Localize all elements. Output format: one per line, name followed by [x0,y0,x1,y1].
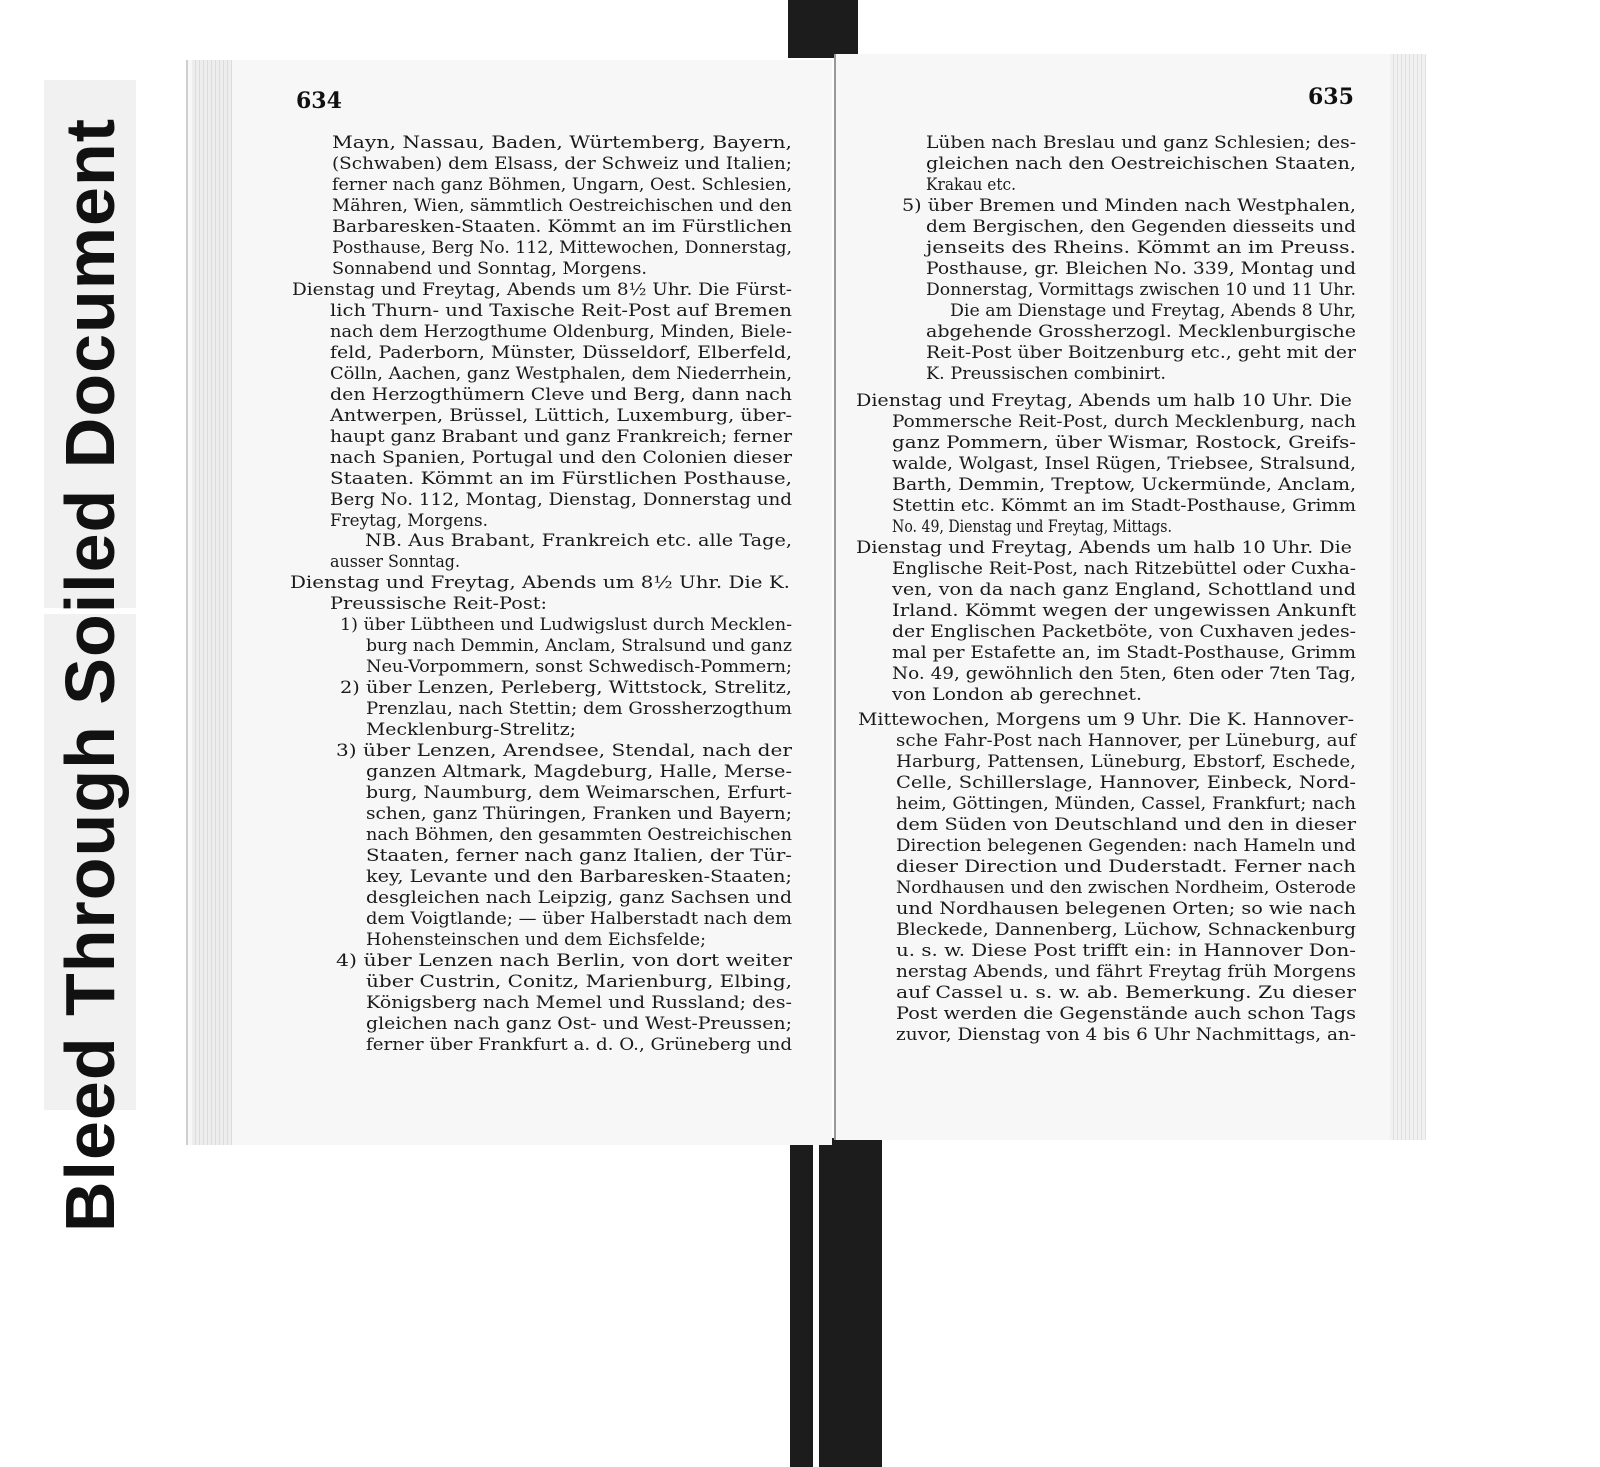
left-line: feld, Paderborn, Münster, Düsseldorf, Elberfeld, [330,343,792,363]
right-line: 5) über Bremen und Minden nach Westphalen, [902,196,1356,216]
watermark-banner [44,80,136,1233]
right-line: heim, Göttingen, Münden, Cassel, Frankfurt; nach [896,794,1356,814]
right-line: sche Fahr-Post nach Hannover, per Lüneburg, auf [896,731,1356,751]
left-line: Barbaresken-Staaten. Kömmt an im Fürstlichen [332,217,792,237]
right-line: mal per Estafette an, im Stadt-Posthause, Grimm [892,643,1356,663]
left-line: gleichen nach ganz Ost- und West-Preussen; [366,1014,792,1034]
left-line: schen, ganz Thüringen, Franken und Bayern; [366,804,792,824]
right-line: Die am Dienstage und Freytag, Abends 8 Uhr, [950,301,1356,321]
left-line: Prenzlau, nach Stettin; dem Grossherzogthum [366,699,792,719]
right-line: dieser Direction und Duderstadt. Ferner nach [896,857,1356,877]
right-line: Nordhausen und den zwischen Nordheim, Osterode [896,878,1356,898]
right-line: und Nordhausen belegenen Orten; so wie nach [896,899,1356,919]
left-line: desgleichen nach Leipzig, ganz Sachsen und [366,888,792,908]
left-line: 3) über Lenzen, Arendsee, Stendal, nach der [336,741,792,761]
left-line: Dienstag und Freytag, Abends um 8½ Uhr. Die Fürst- [292,280,792,300]
right-line: Reit-Post über Boitzenburg etc., geht mit der [926,343,1356,363]
left-line: den Herzogthümern Cleve und Berg, dann nach [330,385,792,405]
right-line: u. s. w. Diese Post trifft ein: in Hannover Don- [896,941,1356,961]
right-line: ganz Pommern, über Wismar, Rostock, Greifs- [892,433,1356,453]
left-line: Mecklenburg-Strelitz; [366,720,576,740]
right-line: gleichen nach den Oestreichischen Staaten, [926,154,1356,174]
right-line: walde, Wolgast, Insel Rügen, Triebsee, Stralsund, [892,454,1356,474]
right-line: dem Süden von Deutschland und den in dieser [896,815,1356,835]
right-line: zuvor, Dienstag von 4 bis 6 Uhr Nachmittags, an- [896,1025,1356,1045]
right-line: Mittewochen, Morgens um 9 Uhr. Die K. Hannover- [858,710,1354,730]
left-line: Antwerpen, Brüssel, Lüttich, Luxemburg, über- [330,406,792,426]
left-line: Freytag, Morgens. [330,511,488,531]
left-line: Neu-Vorpommern, sonst Schwedisch-Pommern; [366,657,792,677]
right-line: der Englischen Packetböte, von Cuxhaven jedes- [892,622,1356,642]
right-line: jenseits des Rheins. Kömmt an im Preuss. [926,238,1356,258]
right-line: Irland. Kömmt wegen der ungewissen Ankunft [892,601,1356,621]
right-line: Krakau etc. [926,175,1016,195]
right-line: Donnerstag, Vormittags zwischen 10 und 11 Uhr. [926,280,1356,300]
left-line: Staaten. Kömmt an im Fürstlichen Posthause, [330,469,792,489]
left-line: 2) über Lenzen, Perleberg, Wittstock, Strelitz, [340,678,792,698]
right-line: Stettin etc. Kömmt an im Stadt-Posthause, Grimm [892,496,1356,516]
left-line: dem Voigtlande; — über Halberstadt nach dem [366,909,792,929]
left-line: Hohensteinschen und dem Eichsfelde; [366,930,706,950]
left-line: Mayn, Nassau, Baden, Würtemberg, Bayern, [332,133,792,153]
right-line: ven, von da nach ganz England, Schottland und [892,580,1356,600]
left-line: Staaten, ferner nach ganz Italien, der Tür- [366,846,792,866]
left-line: nach Spanien, Portugal und den Colonien dieser [330,448,792,468]
left-line: Berg No. 112, Montag, Dienstag, Donnerstag und [330,490,792,510]
right-line: Direction belegenen Gegenden: nach Hameln und [896,836,1356,856]
right-line: auf Cassel u. s. w. ab. Bemerkung. Zu dieser [896,983,1356,1003]
right-line: Dienstag und Freytag, Abends um halb 10 Uhr. Die [856,391,1352,411]
right-line: Pommersche Reit-Post, durch Mecklenburg, nach [892,412,1356,432]
left-line: Cölln, Aachen, ganz Westphalen, dem Niederrhein, [330,364,792,384]
left-line: burg nach Demmin, Anclam, Stralsund und ganz [366,636,792,656]
right-line: Bleckede, Dannenberg, Lüchow, Schnackenburg [896,920,1356,940]
right-line: No. 49, Dienstag und Freytag, Mittags. [892,517,1172,537]
left-page-number: 634 [296,88,342,114]
left-line: Mähren, Wien, sämmtlich Oestreichischen und den [332,196,792,216]
left-line: NB. Aus Brabant, Frankreich etc. alle Tage, [365,531,792,551]
right-line: Barth, Demmin, Treptow, Uckermünde, Anclam, [892,475,1356,495]
left-line: haupt ganz Brabant und ganz Frankreich; ferner [330,427,792,447]
left-line: ferner nach ganz Böhmen, Ungarn, Oest. Schlesien, [332,175,792,195]
left-line: lich Thurn- und Taxische Reit-Post auf Bremen [330,301,792,321]
right-page-number: 635 [1308,84,1354,110]
right-line: Englische Reit-Post, nach Ritzebüttel oder Cuxha- [892,559,1356,579]
right-line: von London ab gerechnet. [892,685,1142,705]
page-edge [1390,54,1426,1140]
right-line: Harburg, Pattensen, Lüneburg, Ebstorf, Eschede, [896,752,1356,772]
right-line: No. 49, gewöhnlich den 5ten, 6ten oder 7ten Tag, [892,664,1356,684]
left-line: 1) über Lübtheen und Ludwigslust durch Mecklen- [340,615,792,635]
right-line: Post werden die Gegenstände auch schon Tags [896,1004,1356,1024]
left-line: burg, Naumburg, dem Weimarschen, Erfurt- [366,783,792,803]
left-line: ausser Sonntag. [330,552,460,572]
left-line: Dienstag und Freytag, Abends um 8½ Uhr. Die K. [290,573,790,593]
right-line: Posthause, gr. Bleichen No. 339, Montag und [926,259,1356,279]
left-line: über Custrin, Conitz, Marienburg, Elbing, [366,972,792,992]
left-line: nach Böhmen, den gesammten Oestreichischen [366,825,792,845]
left-line: (Schwaben) dem Elsass, der Schweiz und Italien; [332,154,792,174]
right-line: K. Preussischen combinirt. [926,364,1166,384]
right-line: abgehende Grossherzogl. Mecklenburgische [926,322,1356,342]
left-line: 4) über Lenzen nach Berlin, von dort weiter [336,951,792,971]
left-line: ferner über Frankfurt a. d. O., Grüneberg und [366,1035,792,1055]
left-line: Posthause, Berg No. 112, Mittewochen, Donnerstag, [332,238,792,258]
watermark-text: Bleed Through Soiled Document [51,117,129,1233]
right-line: nerstag Abends, und fährt Freytag früh Morgens [896,962,1356,982]
left-line: key, Levante und den Barbaresken-Staaten; [366,867,792,887]
binding-shadow-top [788,0,858,58]
page-edge [192,60,232,1145]
left-line: Sonnabend und Sonntag, Morgens. [332,259,647,279]
left-line: Königsberg nach Memel und Russland; des- [366,993,792,1013]
left-line: ganzen Altmark, Magdeburg, Halle, Merse- [366,762,792,782]
left-line: nach dem Herzogthume Oldenburg, Minden, Biele- [330,322,792,342]
right-line: Dienstag und Freytag, Abends um halb 10 Uhr. Die [856,538,1352,558]
right-line: Celle, Schillerslage, Hannover, Einbeck, Nord- [896,773,1356,793]
left-line: Preussische Reit-Post: [330,594,547,614]
right-line: dem Bergischen, den Gegenden diesseits und [926,217,1356,237]
right-line: Lüben nach Breslau und ganz Schlesien; des- [926,133,1356,153]
binding-shadow-bottom [790,1138,882,1467]
